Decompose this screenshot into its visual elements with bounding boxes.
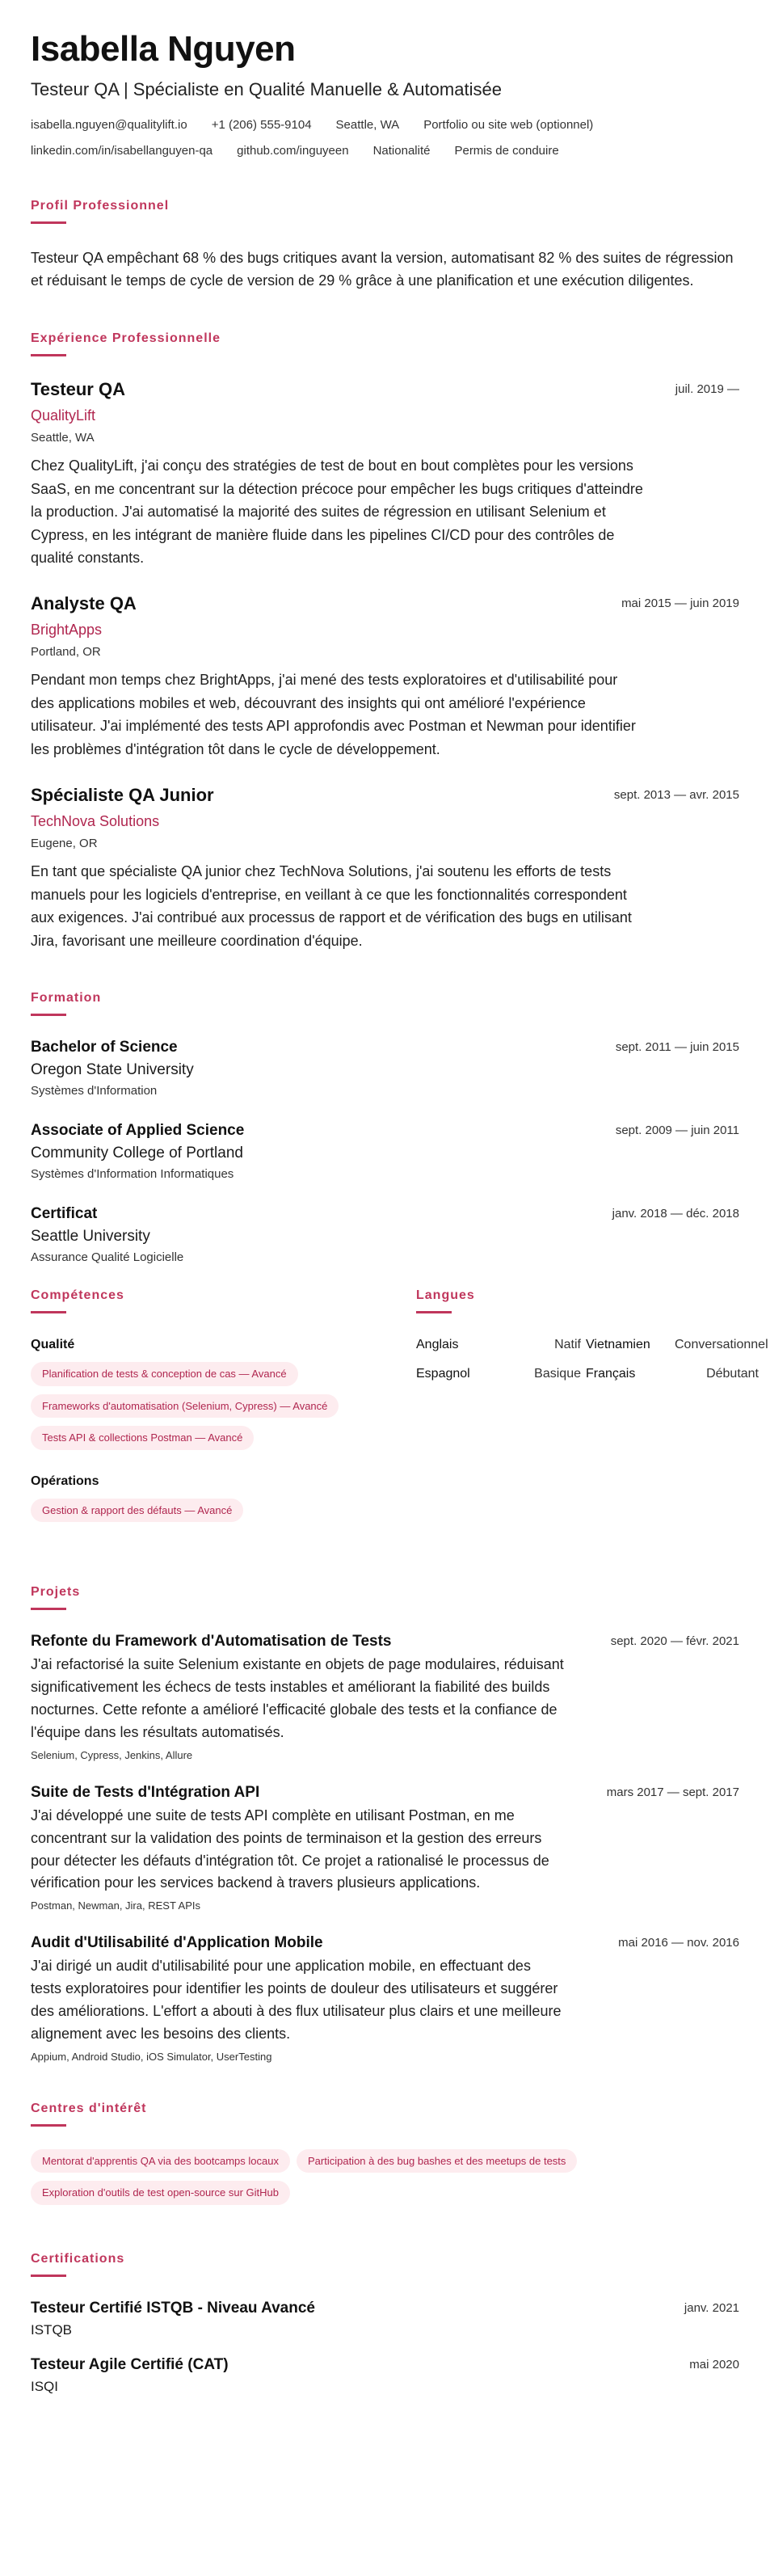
profile-section bbox=[31, 199, 739, 293]
certification-issuer: ISTQB bbox=[31, 2321, 73, 2338]
contact-portfolio: Portfolio ou site web (optionnel) bbox=[423, 118, 594, 133]
language-level: Débutant bbox=[706, 1366, 759, 1381]
section-rule bbox=[31, 1608, 66, 1610]
section-title-languages: Langues bbox=[416, 1288, 475, 1302]
job-date: mai 2015 — juin 2019 bbox=[621, 597, 739, 611]
job-title: Testeur QA bbox=[31, 379, 125, 400]
project-date: mai 2016 — nov. 2016 bbox=[618, 1936, 739, 1950]
contact-nationality: Nationalité bbox=[372, 143, 431, 158]
profile-summary: Testeur QA empêchant 68 % des bugs critiques avant la version, automatisant 82 % des suites de régression et réduisant le temps de cycle de version de 29 % grâce à une planification et une exécution diligentes. bbox=[31, 249, 734, 289]
skill-group bbox=[31, 1338, 384, 1458]
job-location: Portland, OR bbox=[31, 645, 101, 660]
education-entry bbox=[31, 1205, 739, 1264]
certification-date: janv. 2021 bbox=[684, 2300, 739, 2315]
section-rule bbox=[31, 1014, 66, 1016]
section-rule bbox=[416, 1311, 452, 1313]
education-field: Systèmes d'Information Informatiques bbox=[31, 1166, 234, 1181]
interests-section bbox=[31, 2102, 739, 2213]
project-tech: Selenium, Cypress, Jenkins, Allure bbox=[31, 1748, 193, 1761]
certification-entry bbox=[31, 2300, 739, 2338]
project-date: sept. 2020 — févr. 2021 bbox=[610, 1634, 739, 1649]
job-date: juil. 2019 — bbox=[675, 382, 739, 397]
skill-chip-list bbox=[31, 1362, 384, 1458]
section-title-skills: Compétences bbox=[31, 1288, 124, 1302]
project-entry bbox=[31, 1633, 739, 1761]
interest-chip-list bbox=[31, 2149, 739, 2213]
certification-name: Testeur Certifié ISTQB - Niveau Avancé bbox=[31, 2299, 315, 2317]
certification-date: mai 2020 bbox=[689, 2357, 739, 2372]
contact-linkedin: linkedin.com/in/isabellanguyen-qa bbox=[31, 143, 213, 158]
education-date: janv. 2018 — déc. 2018 bbox=[612, 1206, 739, 1221]
job-company: QualityLift bbox=[31, 407, 96, 424]
interest-chip: Mentorat d'apprentis QA via des bootcamps locaux bbox=[31, 2149, 290, 2173]
language-name: Espagnol bbox=[416, 1366, 470, 1381]
experience-section bbox=[31, 331, 739, 952]
language-level: Basique bbox=[534, 1366, 581, 1381]
education-school: Oregon State University bbox=[31, 1060, 194, 1078]
project-entry bbox=[31, 1934, 739, 2063]
project-tech: Appium, Android Studio, iOS Simulator, UserTesting bbox=[31, 2050, 272, 2063]
skills-section bbox=[31, 1288, 384, 1546]
education-date: sept. 2009 — juin 2011 bbox=[615, 1123, 739, 1137]
candidate-name: Isabella Nguyen bbox=[31, 29, 296, 69]
job-description: Chez QualityLift, j'ai conçu des stratégies de test de bout en bout complètes pour les versions SaaS, en me concentrant sur la détection précoce pour empêcher les bugs critiques d'atteindre la production. J'ai automatisé la majorité des suites de régression en utilisant Selenium et Cypress, en les intégrant de manière fluide dans les pipelines CI/CD pour des contrôles de qualité constants. bbox=[31, 457, 643, 567]
section-rule bbox=[31, 1311, 66, 1313]
skill-group bbox=[31, 1474, 384, 1531]
contact-github: github.com/inguyeen bbox=[237, 143, 349, 158]
education-school: Seattle University bbox=[31, 1227, 150, 1245]
job-location: Eugene, OR bbox=[31, 837, 98, 851]
language-level: Natif bbox=[554, 1337, 581, 1351]
skill-chip: Planification de tests & conception de cas — Avancé bbox=[31, 1362, 298, 1386]
section-title-interests: Centres d'intérêt bbox=[31, 2101, 147, 2115]
project-title: Audit d'Utilisabilité d'Application Mobile bbox=[31, 1934, 323, 1952]
project-description: J'ai refactorisé la suite Selenium existante en objets de page modulaires, réduisant significativement les échecs de tests instables et améliorant la fiabilité des builds nocturnes. Cette refonte a amélioré l'efficacité globale des tests et la confiance de l'équipe dans les résultats automatisés. bbox=[31, 1656, 564, 1740]
projects-section bbox=[31, 1585, 739, 2063]
skill-chip-list bbox=[31, 1499, 384, 1531]
education-school: Community College of Portland bbox=[31, 1144, 243, 1162]
contact-email: isabella.nguyen@qualitylift.io bbox=[31, 118, 187, 133]
project-title: Suite de Tests d'Intégration API bbox=[31, 1783, 260, 1801]
interest-chip: Participation à des bug bashes et des meetups de tests bbox=[297, 2149, 577, 2173]
language-name: Anglais bbox=[416, 1337, 459, 1351]
job-description: En tant que spécialiste QA junior chez TechNova Solutions, j'ai soutenu les efforts de tests manuels pour les logiciels d'entreprise, en veillant à ce que les fonctionnalités correspondent aux exigences. J'ai contribué aux processus de rapport et de vérification des bugs en utilisant Jira, favorisant une meilleure coordination d'équipe. bbox=[31, 863, 632, 949]
language-level: Conversationnel bbox=[675, 1337, 768, 1351]
job-title: Analyste QA bbox=[31, 593, 137, 614]
skill-chip: Tests API & collections Postman — Avancé bbox=[31, 1426, 254, 1450]
language-list bbox=[416, 1337, 768, 1381]
education-date: sept. 2011 — juin 2015 bbox=[615, 1039, 739, 1054]
section-rule bbox=[31, 354, 66, 356]
skill-chip: Frameworks d'automatisation (Selenium, Cypress) — Avancé bbox=[31, 1394, 339, 1419]
skill-chip: Gestion & rapport des défauts — Avancé bbox=[31, 1499, 243, 1523]
certifications-section bbox=[31, 2252, 739, 2395]
skill-group-name: Opérations bbox=[31, 1474, 99, 1488]
project-tech: Postman, Newman, Jira, REST APIs bbox=[31, 1899, 200, 1912]
job-title: Spécialiste QA Junior bbox=[31, 785, 214, 806]
job-date: sept. 2013 — avr. 2015 bbox=[613, 788, 739, 803]
languages-section bbox=[416, 1288, 768, 1546]
job-description: Pendant mon temps chez BrightApps, j'ai mené des tests exploratoires et d'utilisabilité pour des applications mobiles et web, découvrant des insights qui ont amélioré l'expérience utilisateur. J'ai implémenté des tests API approfondis avec Postman et Newman pour identifier les problèmes d'intégration tôt dans le cycle de développement. bbox=[31, 672, 636, 757]
project-description: J'ai développé une suite de tests API complète en utilisant Postman, en me concentrant sur la validation des points de terminaison et la gestion des erreurs pour détecter les défauts d'intégration tôt. Ce projet a rationalisé le processus de vérification pour les services backend à travers plusieurs applications. bbox=[31, 1807, 549, 1891]
candidate-headline: Testeur QA | Spécialiste en Qualité Manuelle & Automatisée bbox=[31, 79, 502, 100]
section-title-experience: Expérience Professionnelle bbox=[31, 331, 221, 346]
skill-group-name: Qualité bbox=[31, 1337, 75, 1351]
section-rule bbox=[31, 2275, 66, 2277]
education-field: Systèmes d'Information bbox=[31, 1083, 158, 1098]
certification-issuer: ISQI bbox=[31, 2378, 59, 2394]
education-entry bbox=[31, 1039, 739, 1098]
project-entry bbox=[31, 1784, 739, 1912]
project-title: Refonte du Framework d'Automatisation de Tests bbox=[31, 1633, 392, 1651]
section-title-education: Formation bbox=[31, 990, 102, 1005]
education-entry bbox=[31, 1122, 739, 1181]
project-date: mars 2017 — sept. 2017 bbox=[606, 1785, 739, 1799]
education-degree: Associate of Applied Science bbox=[31, 1121, 245, 1139]
section-title-projects: Projets bbox=[31, 1585, 81, 1600]
certification-name: Testeur Agile Certifié (CAT) bbox=[31, 2355, 229, 2373]
job-company: BrightApps bbox=[31, 622, 103, 639]
resume-header bbox=[31, 31, 739, 160]
job-location: Seattle, WA bbox=[31, 431, 95, 445]
section-title-certifications: Certifications bbox=[31, 2251, 125, 2266]
job-company: TechNova Solutions bbox=[31, 813, 160, 830]
education-field: Assurance Qualité Logicielle bbox=[31, 1250, 184, 1264]
job-entry bbox=[31, 379, 739, 569]
education-section bbox=[31, 991, 739, 1264]
education-degree: Certificat bbox=[31, 1204, 98, 1222]
section-rule bbox=[31, 221, 66, 224]
contact-license: Permis de conduire bbox=[454, 143, 559, 158]
section-title-profile: Profil Professionnel bbox=[31, 198, 170, 213]
language-name: Français bbox=[586, 1366, 636, 1381]
skills-languages-row bbox=[31, 1288, 768, 1546]
certification-entry bbox=[31, 2356, 739, 2395]
contact-phone: +1 (206) 555-9104 bbox=[211, 118, 312, 133]
section-rule bbox=[31, 2124, 66, 2127]
job-entry bbox=[31, 785, 739, 952]
job-entry bbox=[31, 593, 739, 761]
contact-location: Seattle, WA bbox=[335, 118, 400, 133]
language-name: Vietnamien bbox=[586, 1337, 650, 1351]
interest-chip: Exploration d'outils de test open-source sur GitHub bbox=[31, 2181, 290, 2205]
project-description: J'ai dirigé un audit d'utilisabilité pour une application mobile, en effectuant des tests exploratoires pour identifier les points de douleur des utilisateurs et suggérer des améliorations. L'effort a abouti à des flux utilisateur plus clairs et une meilleure alignement avec les besoins des clients. bbox=[31, 1958, 562, 2042]
contact-list bbox=[31, 116, 739, 160]
education-degree: Bachelor of Science bbox=[31, 1038, 178, 1056]
